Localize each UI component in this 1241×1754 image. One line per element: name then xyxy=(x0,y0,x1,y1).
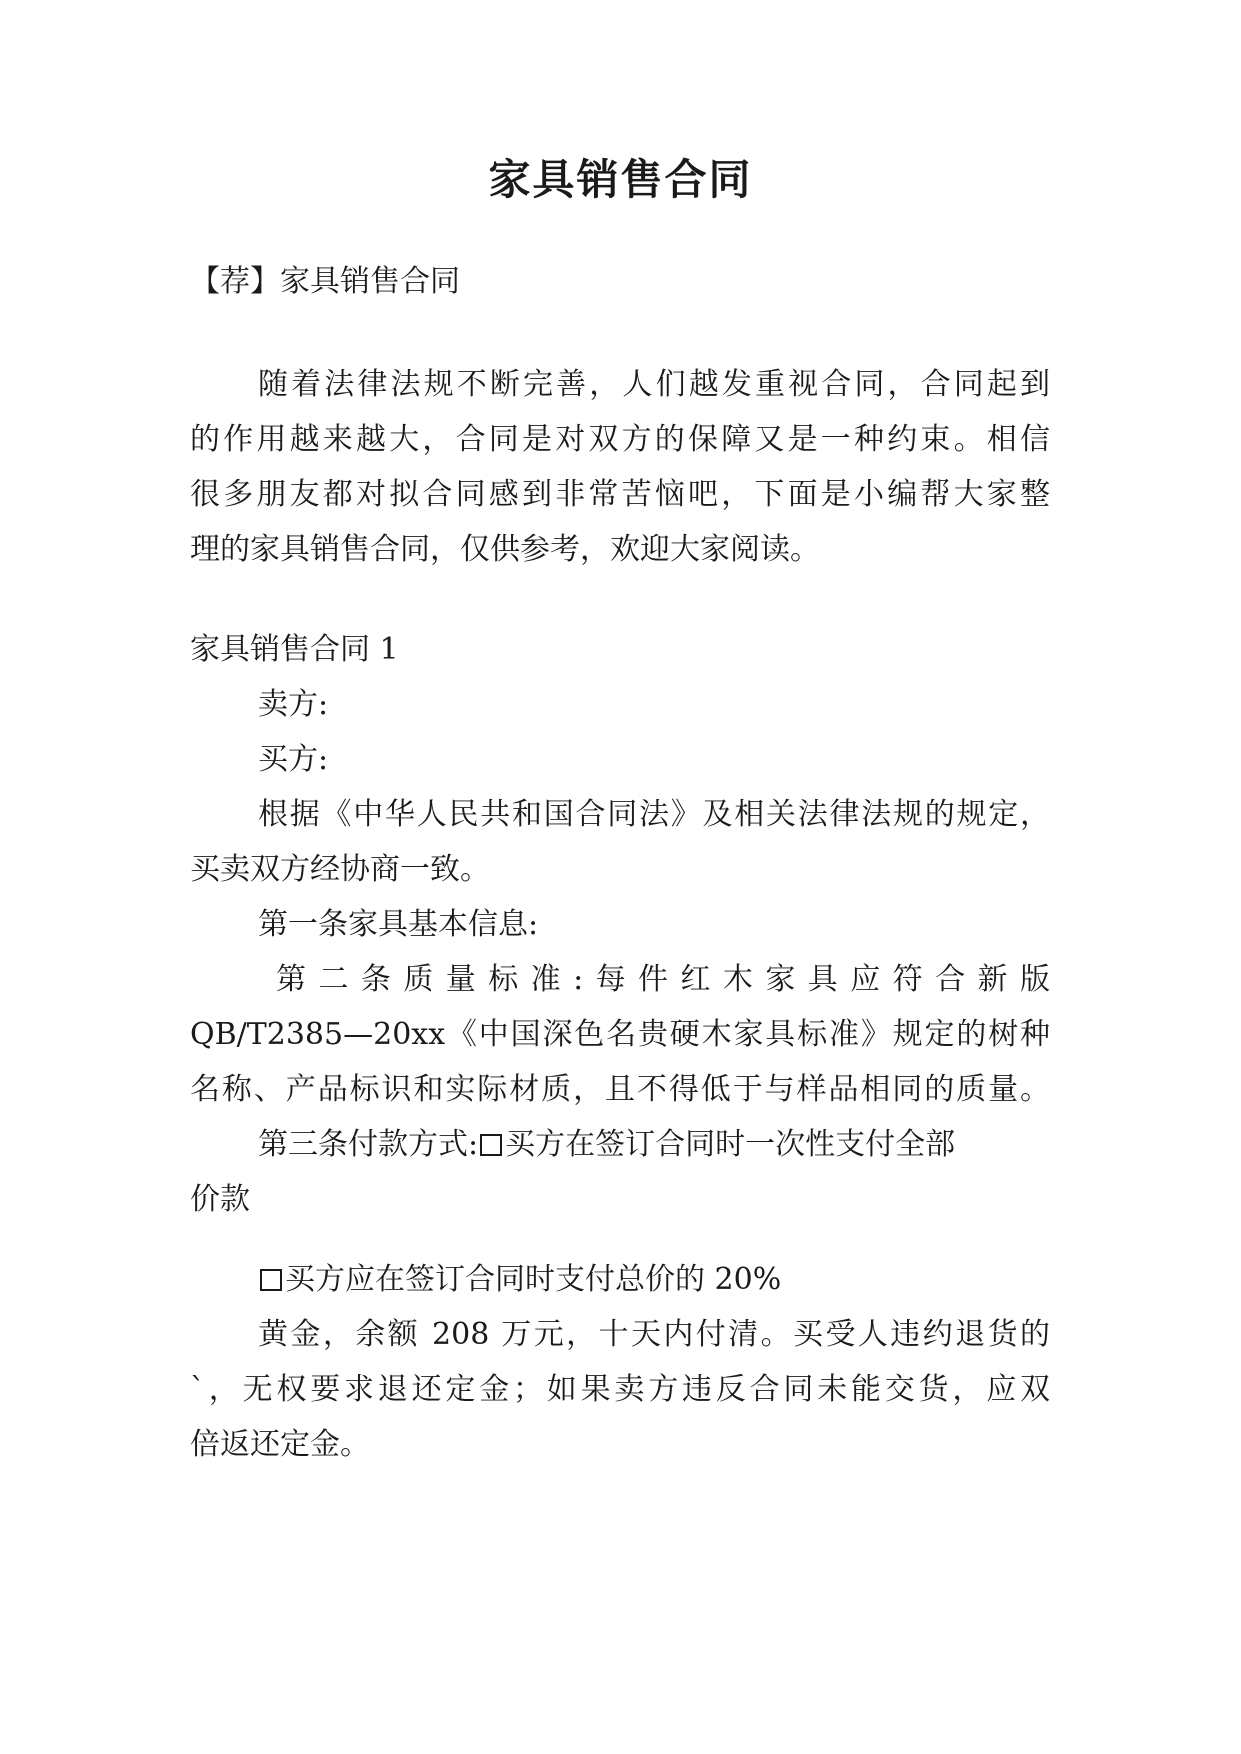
legal-basis-line-1: 根据《中华人民共和国合同法》及相关法律法规的规定， xyxy=(258,797,1050,832)
intro-line-2: 的作用越来越大，合同是对双方的保障又是一种约束。相信 xyxy=(190,422,1050,457)
article-3-line-1 xyxy=(258,1125,1050,1165)
article-2-line-2: QB/T2385—20xx《中国深色名贵硬木家具标准》规定的树种 xyxy=(190,1017,1050,1052)
seller-label: 卖方: xyxy=(258,687,329,722)
document-subtitle: 【荐】家具销售合同 xyxy=(190,264,460,299)
article-3-option-2 xyxy=(258,1260,1050,1300)
article-3-option-2-text: 买方应在签订合同时支付总价的 20% xyxy=(285,1262,782,1297)
document-title: 家具销售合同 xyxy=(488,155,753,204)
deposit-line-3: 倍返还定金。 xyxy=(190,1427,370,1462)
article-1: 第一条家具基本信息: xyxy=(258,907,539,942)
intro-line-4: 理的家具销售合同，仅供参考，欢迎大家阅读。 xyxy=(190,532,820,567)
article-2-line-1: 第二条质量标准:每件红木家具应符合新版 xyxy=(276,962,1050,997)
checkbox-option-2 xyxy=(260,1269,282,1291)
article-3-lead: 第三条付款方式: xyxy=(258,1127,479,1162)
deposit-line-2: `，无权要求退还定金；如果卖方违反合同未能交货，应双 xyxy=(190,1372,1050,1407)
legal-basis-line-2: 买卖双方经协商一致。 xyxy=(190,852,490,887)
section-heading: 家具销售合同 1 xyxy=(190,632,399,667)
article-3-option-1-text: 买方在签订合同时一次性支付全部 xyxy=(505,1127,956,1162)
article-2-line-3: 名称、产品标识和实际材质，且不得低于与样品相同的质量。 xyxy=(190,1072,1050,1107)
buyer-label: 买方: xyxy=(258,742,329,777)
intro-line-3: 很多朋友都对拟合同感到非常苦恼吧，下面是小编帮大家整 xyxy=(190,477,1050,512)
checkbox-option-1 xyxy=(480,1134,502,1156)
article-3-line-2: 价款 xyxy=(190,1182,250,1217)
deposit-line-1: 黄金，余额 208 万元，十天内付清。买受人违约退货的 xyxy=(258,1317,1050,1352)
intro-line-1: 随着法律法规不断完善，人们越发重视合同，合同起到 xyxy=(258,367,1050,402)
